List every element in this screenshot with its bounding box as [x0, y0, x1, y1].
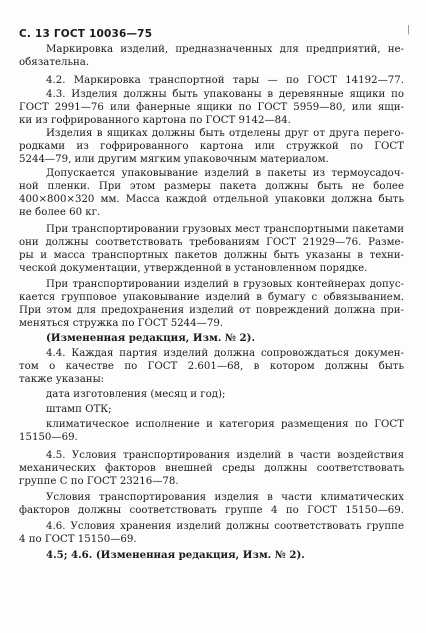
text-line: 4.6. Условия хранения изделий должны соответствовать группе — [46, 521, 404, 532]
text-line: 5244—79, или другим мягким упаковочным материалом. — [19, 154, 329, 165]
text-line: ки из гофрированного картона по ГОСТ 9142—84. — [19, 115, 291, 126]
text-line: также указаны: — [19, 374, 105, 385]
text-line: группе С по ГОСТ 23216—78. — [19, 476, 179, 487]
text-line: 4.5. Условия транспортирования изделий в части воздействия — [46, 450, 404, 461]
text-line: ческой документации, утвержденной в установленном порядке. — [19, 263, 368, 274]
list-item: дата изготовления (месяц и год); — [46, 389, 226, 400]
amendment-note: (Измененная редакция, Изм. № 2). — [46, 332, 256, 344]
text-line: ГОСТ 2991—76 или фанерные ящики по ГОСТ 5959—80, или ящи- — [19, 102, 404, 113]
list-item: климатическое исполнение и категория размещения по ГОСТ — [46, 419, 404, 430]
text-line: Изделия в ящиках должны быть отделены друг от друга перего- — [46, 128, 404, 139]
text-line: меняться стружка по ГОСТ 5244—79. — [19, 318, 224, 329]
text-line: 4.3. Изделия должны быть упакованы в деревянные ящики по — [46, 89, 404, 100]
text-line: кается групповое упаковывание изделий в бумагу с обвязыванием. — [19, 292, 404, 303]
list-item: штамп ОТК; — [46, 404, 112, 415]
text-line: 400×800×320 мм. Масса каждой отдельной упаковки должна быть — [19, 194, 404, 205]
text-line: обязательна. — [19, 57, 90, 68]
text-line: том о качестве по ГОСТ 2.601—68, в котором должны быть — [19, 361, 404, 372]
text-line: 4.4. Каждая партия изделий должна сопровождаться докумен- — [46, 348, 404, 359]
text-line: не более 60 кг. — [19, 207, 101, 218]
text-line: Маркировка изделий, предназначенных для предприятий, не- — [46, 44, 404, 55]
text-line: 15150—69. — [19, 432, 78, 443]
text-line: факторов должны соответствовать группе 4 по ГОСТ 15150—69. — [19, 505, 404, 516]
text-line: родками из гофрированного картона или стружкой по ГОСТ — [19, 141, 404, 152]
page-header: С. 13 ГОСТ 10036—75 — [19, 28, 153, 40]
text-line: 4 по ГОСТ 15150—69. — [19, 534, 137, 545]
amendment-note: 4.5; 4.6. (Измененная редакция, Изм. № 2). — [46, 549, 305, 561]
text-line: ной пленки. При этом размеры пакета должны быть не более — [19, 181, 404, 192]
text-line: Условия транспортирования изделия в части климатических — [46, 492, 404, 503]
text-line: механических факторов внешней среды должны соответствовать — [19, 463, 404, 474]
text-line: При транспортировании грузовых мест транспортными пакетами — [46, 224, 404, 235]
corner-mark: | — [407, 25, 411, 35]
text-line: ры и масса транспортных пакетов должны быть указаны в техни- — [19, 250, 404, 261]
text-line: 4.2. Маркировка транспортной тары — по ГОСТ 14192—77. — [46, 75, 404, 86]
text-line: они должны соответствовать требованиям ГОСТ 21929—76. Разме- — [19, 237, 404, 248]
text-line: Допускается упаковывание изделий в пакеты из термоусадоч- — [46, 168, 404, 179]
text-line: При транспортировании изделий в грузовых контейнерах допус- — [46, 279, 404, 290]
text-line: При этом для предохранения изделий от повреждений должна при- — [19, 305, 404, 316]
